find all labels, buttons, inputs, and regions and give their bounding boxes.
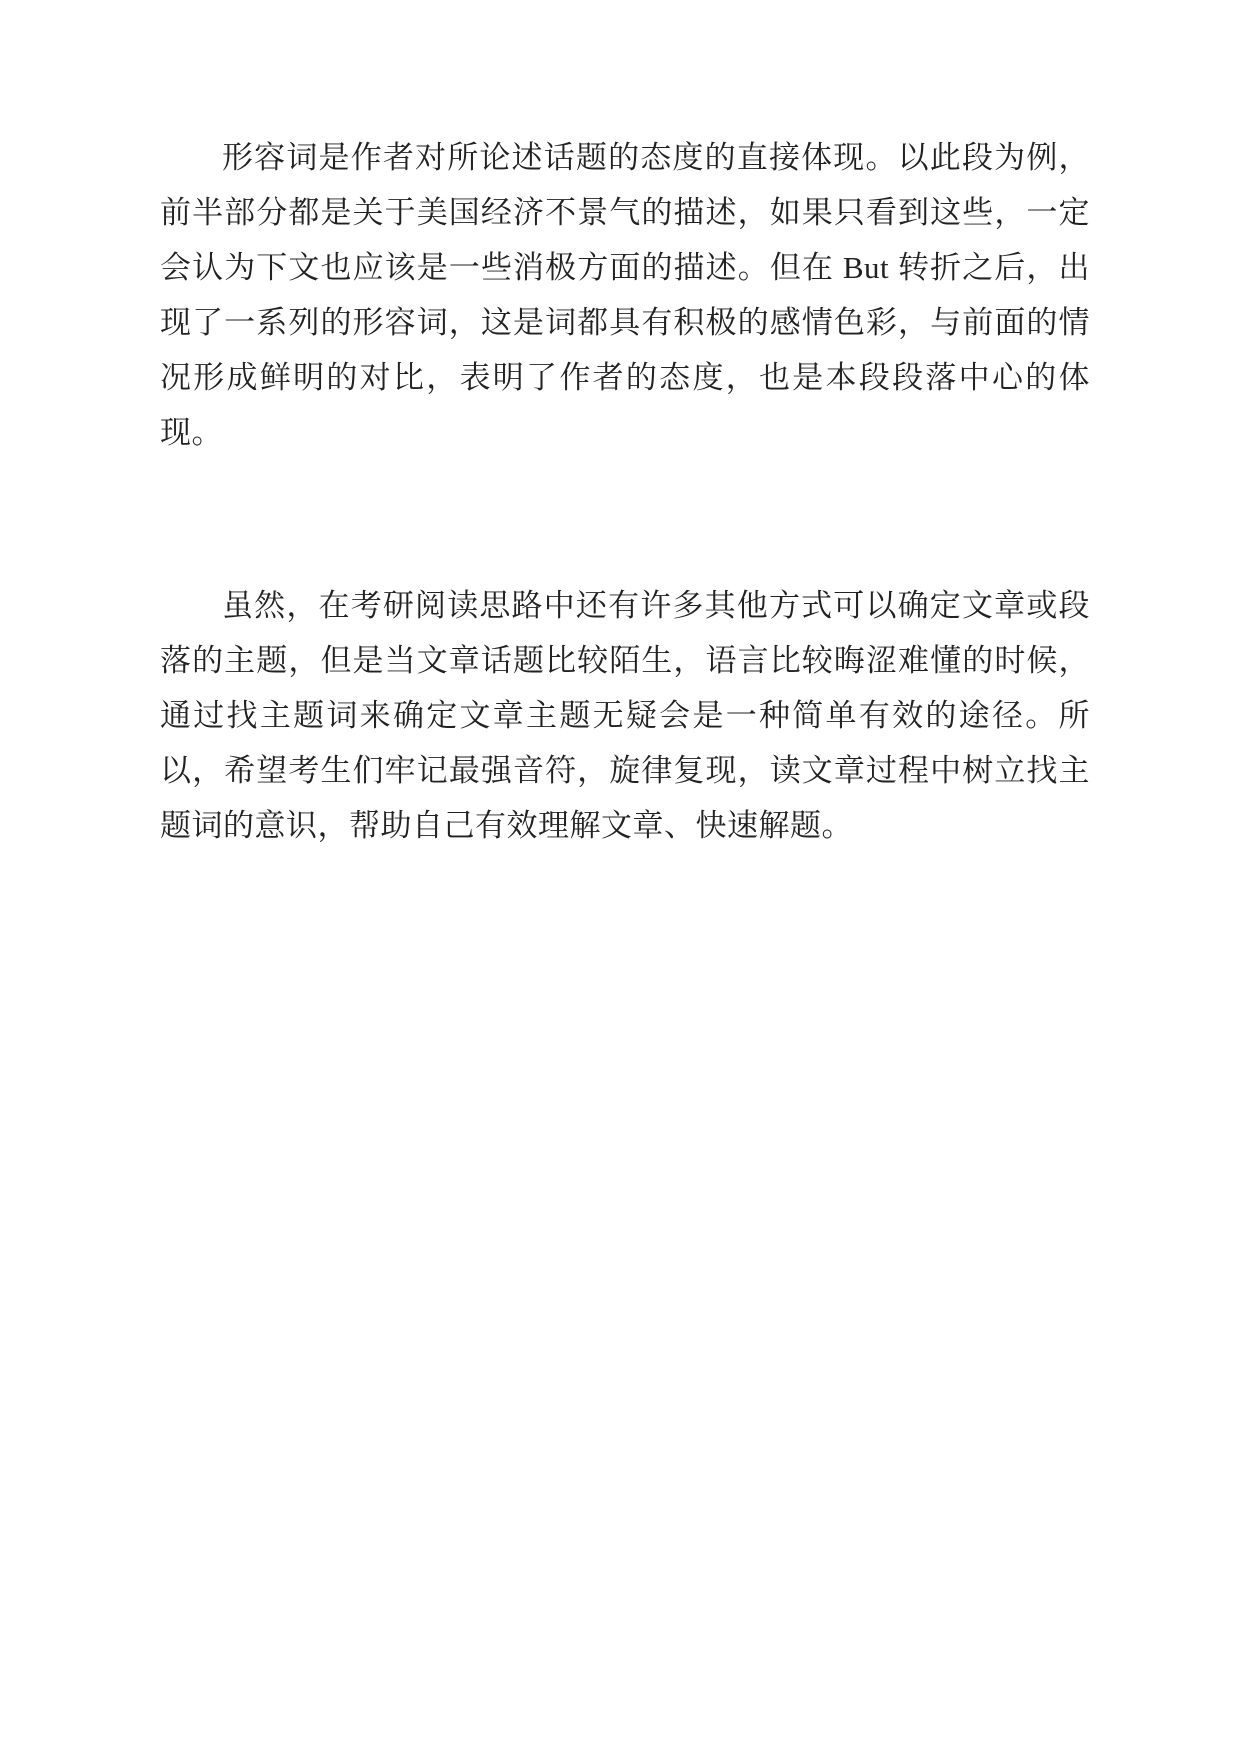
document-body [160,130,1090,853]
paragraph-spacer [160,460,1090,578]
paragraph-adjectives: 形容词是作者对所论述话题的态度的直接体现。以此段为例，前半部分都是关于美国经济不景气的描述，如果只看到这些，一定会认为下文也应该是一些消极方面的描述。但在 But 转折之后，出现了一系列的形容词，这是词都具有积极的感情色彩，与前面的情况形成鲜明的对比，表明了作者的态度，也是本段段落中心的体现。 [160,140,1090,450]
paragraph-conclusion: 虽然，在考研阅读思路中还有许多其他方式可以确定文章或段落的主题，但是当文章话题比较陌生，语言比较晦涩难懂的时候，通过找主题词来确定文章主题无疑会是一种简单有效的途径。所以，希望考生们牢记最强音符，旋律复现，读文章过程中树立找主题词的意识，帮助自己有效理解文章、快速解题。 [160,588,1090,843]
